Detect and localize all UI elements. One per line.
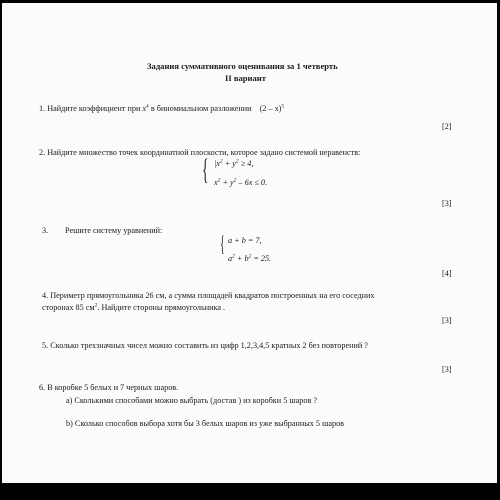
q2-ineq2-exp-b: 2 xyxy=(233,177,237,184)
question-1-points: [2] xyxy=(442,122,452,131)
q4-line2-exp: 2 xyxy=(94,302,98,309)
q3-equation-1: a + b = 7, xyxy=(228,236,262,245)
q4-line2-part-b: . Найдите стороны прямоугольника . xyxy=(97,303,226,312)
variant-label: II вариант xyxy=(225,73,266,83)
question-4-points: [3] xyxy=(442,316,452,325)
q2-ineq1-part-a: |x xyxy=(214,159,220,168)
question-2-text: 2. Найдите множество точек координатной плоскости, которое задано системой неравенств: xyxy=(39,148,361,157)
q3-eq2-part-a: a xyxy=(228,254,233,263)
question-1-text: 1. Найдите коэффициент при xyxy=(39,104,143,113)
q2-ineq2-part-a: x xyxy=(214,178,218,187)
q1-binomial: (2 – x) xyxy=(259,104,282,113)
q2-ineq2-part-c: – 6x ≤ 0. xyxy=(236,178,268,187)
question-6a-text: а) Сколькими способами можно выбрать (достав ) из коробки 5 шаров ? xyxy=(66,396,318,405)
q3-equation-2 xyxy=(228,254,271,263)
question-6b-text: b) Сколько способов выбора хотя бы 3 белых шаров из уже выбранных 5 шаров xyxy=(66,419,345,428)
q3-system-brace: { xyxy=(220,231,225,256)
page-title: Задания суммативного оценивания за 1 четверть xyxy=(147,61,338,71)
q2-inequality-2 xyxy=(214,178,267,187)
question-1-text-end: в биномиальном разложении xyxy=(148,104,252,113)
q2-ineq1-exp-b: 2 xyxy=(235,158,239,165)
q2-ineq2-exp-a: 2 xyxy=(217,177,221,184)
q4-line2-part-a: сторонах 85 см xyxy=(42,303,95,312)
q2-ineq1-part-c: ≥ 4, xyxy=(238,159,254,168)
q1-variable: x xyxy=(142,104,147,113)
q2-ineq2-part-b: + y xyxy=(220,178,234,187)
question-4-line-2 xyxy=(42,303,225,312)
question-3-number: 3. xyxy=(42,226,49,235)
q1-variable-exponent: 4 xyxy=(146,103,149,110)
question-1 xyxy=(39,104,284,113)
q3-eq2-exp-b: 2 xyxy=(248,253,252,260)
q3-eq2-part-c: = 25. xyxy=(251,254,272,263)
q3-eq2-part-b: + b xyxy=(234,254,249,263)
q2-ineq1-part-b: + y xyxy=(222,159,236,168)
question-4-line-1: 4. Периметр прямоугольника 26 см, а сумма площадей квадратов построенных на его соседних xyxy=(42,291,375,300)
q2-system-brace: { xyxy=(202,153,209,186)
q1-binomial-exponent: 5 xyxy=(281,103,285,110)
question-2-points: [3] xyxy=(442,199,452,208)
q3-eq2-exp-a: 2 xyxy=(232,253,235,260)
question-3-points: [4] xyxy=(442,269,452,278)
q2-ineq1-exp-a: 2 xyxy=(219,158,223,165)
question-5-points: [3] xyxy=(442,365,452,374)
worksheet-page xyxy=(2,3,497,483)
question-6-text: 6. В коробке 5 белых и 7 черных шаров. xyxy=(39,383,179,392)
q2-inequality-1 xyxy=(214,159,253,168)
question-5-text: 5. Сколько трехзначных чисел можно составить из цифр 1,2,3,4,5 кратных 2 без повторений ? xyxy=(42,341,368,350)
question-3-text: Решите систему уравнений: xyxy=(65,226,163,235)
